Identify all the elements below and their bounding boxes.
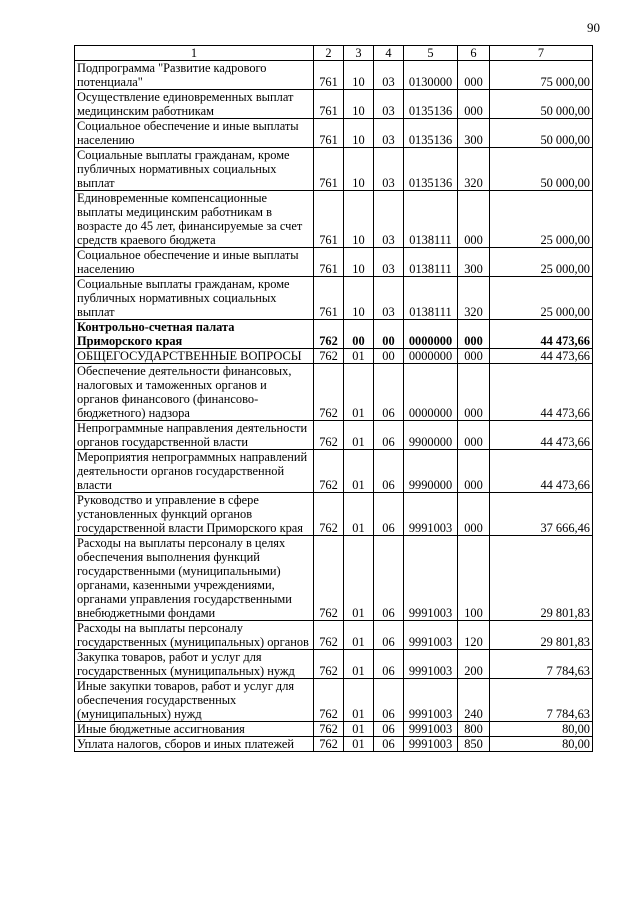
header-cell: 1 [75,46,314,61]
row-section: 01 [344,450,374,493]
row-section: 10 [344,61,374,90]
row-expense-type: 800 [458,722,490,737]
row-admin-code: 762 [314,621,344,650]
row-amount: 29 801,83 [490,536,593,621]
table-row [75,191,593,248]
row-description: Единовременные компенсационные выплаты медицинским работникам в возрасте до 45 лет, финансируемые за счет средств краевого бюджета [75,191,314,248]
row-expense-type: 320 [458,277,490,320]
row-expense-type: 000 [458,320,490,349]
row-expense-type: 000 [458,364,490,421]
row-description: Расходы на выплаты персоналу в целях обеспечения выполнения функций государственными (муниципальными) органами, казенными учреждениями, органами управления государственными внебюджетными фондами [75,536,314,621]
row-subsection: 06 [374,493,404,536]
row-expense-type: 300 [458,248,490,277]
row-amount: 29 801,83 [490,621,593,650]
row-expense-type: 100 [458,536,490,621]
row-amount: 50 000,00 [490,119,593,148]
row-section: 01 [344,650,374,679]
table-row [75,650,593,679]
row-section: 10 [344,191,374,248]
row-expense-type: 000 [458,450,490,493]
row-description: Уплата налогов, сборов и иных платежей [75,737,314,752]
row-expense-type: 300 [458,119,490,148]
table-row [75,621,593,650]
row-subsection: 03 [374,119,404,148]
row-description: ОБЩЕГОСУДАРСТВЕННЫЕ ВОПРОСЫ [75,349,314,364]
row-subsection: 03 [374,277,404,320]
row-subsection: 00 [374,320,404,349]
row-target-code: 9991003 [404,722,458,737]
row-section: 01 [344,679,374,722]
row-expense-type: 000 [458,90,490,119]
row-subsection: 03 [374,90,404,119]
row-section: 01 [344,536,374,621]
table-row [75,61,593,90]
row-subsection: 03 [374,148,404,191]
row-section: 01 [344,364,374,421]
table-row [75,679,593,722]
row-subsection: 03 [374,61,404,90]
row-admin-code: 762 [314,737,344,752]
header-cell: 7 [490,46,593,61]
row-subsection: 03 [374,191,404,248]
row-description: Контрольно-счетная палата Приморского края [75,320,314,349]
row-target-code: 9991003 [404,493,458,536]
row-amount: 25 000,00 [490,191,593,248]
row-amount: 50 000,00 [490,148,593,191]
row-subsection: 06 [374,364,404,421]
table-row [75,536,593,621]
table-row [75,119,593,148]
row-amount: 80,00 [490,722,593,737]
row-admin-code: 761 [314,248,344,277]
row-section: 10 [344,248,374,277]
row-expense-type: 120 [458,621,490,650]
row-admin-code: 762 [314,536,344,621]
row-admin-code: 762 [314,650,344,679]
row-section: 00 [344,320,374,349]
row-description: Социальное обеспечение и иные выплаты населению [75,248,314,277]
row-target-code: 0000000 [404,320,458,349]
table-row [75,148,593,191]
row-subsection: 06 [374,679,404,722]
row-description: Непрограммные направления деятельности органов государственной власти [75,421,314,450]
row-admin-code: 761 [314,191,344,248]
row-target-code: 9991003 [404,650,458,679]
row-amount: 80,00 [490,737,593,752]
row-amount: 50 000,00 [490,90,593,119]
table-row [75,493,593,536]
row-section: 10 [344,277,374,320]
table-row [75,349,593,364]
table-row [75,421,593,450]
row-target-code: 9900000 [404,421,458,450]
row-description: Социальные выплаты гражданам, кроме публичных нормативных социальных выплат [75,148,314,191]
row-subsection: 06 [374,450,404,493]
row-description: Мероприятия непрограммных направлений деятельности органов государственной власти [75,450,314,493]
row-admin-code: 761 [314,277,344,320]
row-admin-code: 761 [314,90,344,119]
row-admin-code: 762 [314,450,344,493]
row-description: Социальные выплаты гражданам, кроме публичных нормативных социальных выплат [75,277,314,320]
row-expense-type: 000 [458,349,490,364]
row-target-code: 0000000 [404,349,458,364]
row-amount: 44 473,66 [490,421,593,450]
row-section: 01 [344,349,374,364]
row-admin-code: 761 [314,119,344,148]
row-subsection: 06 [374,650,404,679]
row-subsection: 06 [374,536,404,621]
row-admin-code: 762 [314,421,344,450]
row-admin-code: 762 [314,722,344,737]
row-section: 01 [344,722,374,737]
row-section: 01 [344,421,374,450]
row-section: 01 [344,493,374,536]
row-description: Руководство и управление в сфере установленных функций органов государственной власти Приморского края [75,493,314,536]
header-cell: 4 [374,46,404,61]
row-subsection: 03 [374,248,404,277]
row-description: Закупка товаров, работ и услуг для государственных (муниципальных) нужд [75,650,314,679]
row-description: Расходы на выплаты персоналу государственных (муниципальных) органов [75,621,314,650]
row-amount: 75 000,00 [490,61,593,90]
budget-table [74,45,593,752]
row-section: 10 [344,119,374,148]
row-subsection: 06 [374,737,404,752]
table-row [75,364,593,421]
table-row [75,737,593,752]
row-amount: 25 000,00 [490,277,593,320]
row-expense-type: 850 [458,737,490,752]
row-admin-code: 761 [314,148,344,191]
row-section: 10 [344,90,374,119]
row-target-code: 9991003 [404,679,458,722]
row-admin-code: 761 [314,61,344,90]
table-row [75,722,593,737]
row-subsection: 06 [374,621,404,650]
row-amount: 7 784,63 [490,650,593,679]
header-cell: 2 [314,46,344,61]
row-description: Подпрограмма "Развитие кадрового потенциала" [75,61,314,90]
row-description: Осуществление единовременных выплат медицинским работникам [75,90,314,119]
row-description: Социальное обеспечение и иные выплаты населению [75,119,314,148]
row-expense-type: 320 [458,148,490,191]
row-target-code: 9991003 [404,536,458,621]
row-admin-code: 762 [314,349,344,364]
row-target-code: 9990000 [404,450,458,493]
row-target-code: 0135136 [404,148,458,191]
row-section: 01 [344,621,374,650]
row-subsection: 00 [374,349,404,364]
table-row [75,248,593,277]
row-amount: 44 473,66 [490,450,593,493]
row-expense-type: 000 [458,61,490,90]
row-target-code: 0135136 [404,119,458,148]
header-cell: 3 [344,46,374,61]
row-admin-code: 762 [314,679,344,722]
row-admin-code: 762 [314,493,344,536]
row-section: 01 [344,737,374,752]
row-expense-type: 000 [458,191,490,248]
row-admin-code: 762 [314,320,344,349]
table-row [75,277,593,320]
row-expense-type: 240 [458,679,490,722]
row-section: 10 [344,148,374,191]
row-subsection: 06 [374,722,404,737]
row-target-code: 0135136 [404,90,458,119]
row-target-code: 0000000 [404,364,458,421]
row-target-code: 0130000 [404,61,458,90]
row-subsection: 06 [374,421,404,450]
row-target-code: 9991003 [404,621,458,650]
table-row [75,320,593,349]
table-row [75,450,593,493]
header-cell: 5 [404,46,458,61]
page-number: 90 [587,20,600,35]
row-expense-type: 200 [458,650,490,679]
table-row [75,90,593,119]
header-row [75,46,593,61]
row-expense-type: 000 [458,493,490,536]
row-expense-type: 000 [458,421,490,450]
row-amount: 25 000,00 [490,248,593,277]
row-amount: 7 784,63 [490,679,593,722]
row-amount: 37 666,46 [490,493,593,536]
row-admin-code: 762 [314,364,344,421]
header-cell: 6 [458,46,490,61]
row-target-code: 0138111 [404,248,458,277]
row-description: Иные бюджетные ассигнования [75,722,314,737]
row-target-code: 0138111 [404,191,458,248]
row-amount: 44 473,66 [490,320,593,349]
row-description: Иные закупки товаров, работ и услуг для обеспечения государственных (муниципальных) нужд [75,679,314,722]
row-target-code: 0138111 [404,277,458,320]
row-amount: 44 473,66 [490,349,593,364]
row-description: Обеспечение деятельности финансовых, налоговых и таможенных органов и органов финансового (финансово-бюджетного) надзора [75,364,314,421]
row-amount: 44 473,66 [490,364,593,421]
row-target-code: 9991003 [404,737,458,752]
